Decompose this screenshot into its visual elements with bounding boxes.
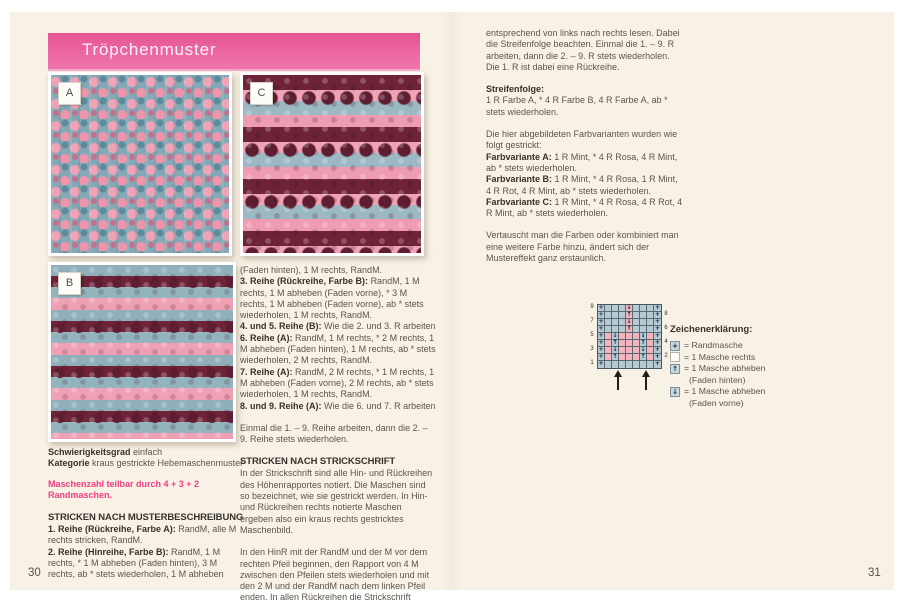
chart-row-numbers-right bbox=[663, 304, 669, 369]
chart-row-number: 4 bbox=[664, 339, 668, 345]
section-title-pattern-description: STRICKEN NACH MUSTERBESCHREIBUNG bbox=[48, 512, 244, 524]
row-text: RandM, alle M rechts stricken, RandM. bbox=[48, 524, 237, 546]
chart-cell: ↓ bbox=[626, 304, 632, 311]
swatch-photo-c bbox=[240, 72, 424, 256]
instruction-row-2 bbox=[48, 547, 244, 581]
instruction-row-7 bbox=[240, 367, 436, 401]
legend-title: Zeichenerklärung: bbox=[670, 324, 753, 335]
legend-item-randmasche bbox=[670, 340, 840, 352]
chart-cell bbox=[633, 347, 640, 354]
chart-cell: ↑ bbox=[612, 339, 618, 346]
right-column bbox=[486, 28, 683, 264]
slip-front-symbol: ↓ bbox=[670, 387, 680, 397]
chart-cell bbox=[633, 319, 640, 326]
chart-cell bbox=[633, 340, 640, 347]
chart-cell: + bbox=[654, 304, 661, 311]
chart-cell: + bbox=[654, 311, 661, 318]
meta-category bbox=[48, 458, 244, 469]
chart-cell: + bbox=[598, 325, 604, 332]
chart-cell bbox=[605, 333, 612, 340]
page-title: Tröpchenmuster bbox=[82, 40, 217, 59]
variants-intro: Die hier abgebildeten Farbvarianten wurden wie folgt gestrickt: bbox=[486, 129, 678, 151]
chart-cell: + bbox=[598, 304, 604, 311]
chart-row-number: 5 bbox=[590, 332, 594, 338]
chart-cell bbox=[619, 305, 626, 312]
chart-cell: ↑ bbox=[626, 311, 632, 318]
variant-b bbox=[486, 174, 683, 197]
chart-cell bbox=[605, 312, 612, 319]
chart-row-number: 7 bbox=[590, 318, 594, 324]
legend-item-slip-front bbox=[670, 386, 840, 398]
variant-text: 1 R Mint, * 4 R Rosa, 1 R Mint, 4 R Rot, 4 R Mint, ab * stets wiederholen. bbox=[486, 174, 678, 196]
chart-row-number: 8 bbox=[664, 311, 668, 317]
chart-cell bbox=[605, 361, 612, 368]
chart-cell bbox=[640, 361, 647, 368]
repeat-marker-arrow-right bbox=[645, 377, 647, 390]
instruction-continuation: (Faden hinten), 1 M rechts, RandM. bbox=[240, 265, 383, 275]
stripe-sequence-text: 1 R Farbe A, * 4 R Farbe B, 4 R Farbe A, ab * stets wiederholen. bbox=[486, 95, 668, 117]
chart-cell bbox=[619, 354, 626, 361]
row-label: 7. Reihe (A): bbox=[240, 366, 293, 377]
row-label: 4. und 5. Reihe (B): bbox=[240, 321, 322, 332]
chart-cell: + bbox=[598, 332, 604, 339]
chart-cell: ↑ bbox=[640, 353, 646, 360]
chart-cell: ↓ bbox=[612, 346, 618, 353]
chart-explanation-2: In den HinR mit der RandM und der M vor dem rechten Pfeil beginnen, den Rapport von 4 M zwischen den Pfeilen stets wiederholen und mit den 2 M und der RandM nach dem linken Pfeil enden. In allen Rückreihen die Strickschrift bbox=[240, 547, 430, 603]
row-label: 8. und 9. Reihe (A): bbox=[240, 400, 322, 411]
chart-cell bbox=[647, 312, 654, 319]
meta-category-value: kraus gestrickte Hebemaschenmuster bbox=[92, 458, 244, 469]
chart-cell bbox=[612, 305, 619, 312]
legend-text: = 1 Masche abheben bbox=[684, 363, 766, 373]
chart-cell bbox=[612, 319, 619, 326]
chart-cell bbox=[633, 354, 640, 361]
chart-cell bbox=[612, 361, 619, 368]
chart-row-number: 9 bbox=[590, 304, 594, 310]
chart-cell: + bbox=[654, 339, 661, 346]
chart-cell bbox=[647, 354, 654, 361]
legend-text: = 1 Masche rechts bbox=[684, 351, 756, 362]
swatch-label-b: B bbox=[58, 272, 81, 295]
chart-cell bbox=[619, 340, 626, 347]
closing-note: Vertauscht man die Farben oder kombiniert man eine weitere Farbe hinzu, ändert sich der Mustereffekt ganz erstaunlich. bbox=[486, 230, 679, 264]
legend-text: = 1 Masche abheben bbox=[684, 386, 766, 396]
chart-cell bbox=[647, 319, 654, 326]
chart-cell bbox=[633, 305, 640, 312]
legend-text: = Randmasche bbox=[684, 340, 743, 350]
middle-column bbox=[240, 265, 436, 604]
chart-cell bbox=[647, 340, 654, 347]
chart-cell bbox=[647, 347, 654, 354]
chart-row-number: 3 bbox=[590, 346, 594, 352]
chart-cell bbox=[647, 333, 654, 340]
chart-cell: + bbox=[598, 353, 604, 360]
chart-cell bbox=[626, 361, 633, 368]
chart-cell: ↑ bbox=[626, 325, 632, 332]
meta-difficulty-value: einfach bbox=[133, 447, 163, 457]
chart-cell bbox=[612, 312, 619, 319]
chart-cell bbox=[640, 312, 647, 319]
variant-a bbox=[486, 152, 683, 175]
chart-explanation-1: In der Strickschrift sind alle Hin- und Rückreihen des Höhenrapportes notiert. Die Maschen sind so bezeichnet, wie sie gestrickt werden. In Hin- und Rückreihen rechts notierte Maschen ergeben also ein kraus rechts gestricktes Maschenbild. bbox=[240, 468, 433, 535]
chart-cell bbox=[640, 305, 647, 312]
chart-cell: + bbox=[598, 346, 604, 353]
row-text: RandM, 1 M rechts, * 1 M abheben (Faden hinten), 3 M rechts, ab * stets wiederholen, 1 M abheben bbox=[48, 546, 224, 580]
chart-cell bbox=[633, 312, 640, 319]
repeat-marker-arrow-left bbox=[617, 377, 619, 390]
variant-c bbox=[486, 197, 683, 220]
variant-text: 1 R Mint, * 4 R Rosa, 4 R Mint, ab * stets wiederholen. bbox=[486, 151, 678, 173]
chart-cell: + bbox=[598, 360, 604, 367]
row-text: RandM, 1 M rechts, * 2 M rechts, 1 M abheben (Faden hinten), 1 M rechts, ab * stets wiederholen, 2 M rechts, RandM. bbox=[240, 332, 436, 366]
instruction-row-8-9 bbox=[240, 401, 436, 412]
book-spread bbox=[10, 12, 894, 603]
instruction-row-3 bbox=[240, 276, 436, 321]
chart-row-numbers-left bbox=[589, 304, 595, 369]
chart-cell bbox=[619, 361, 626, 368]
legend-text-continued: (Faden vorne) bbox=[689, 397, 744, 408]
section-title-chart-knitting: STRICKEN NACH STRICKSCHRIFT bbox=[240, 456, 396, 468]
knit-stitch-symbol bbox=[670, 352, 680, 362]
page-number-right: 31 bbox=[868, 567, 881, 579]
row-text: RandM, 2 M rechts, * 1 M rechts, 1 M abheben (Faden vorne), 2 M rechts, ab * stets wiederholen, 1 M rechts, RandM. bbox=[240, 366, 435, 400]
slip-back-symbol: ↑ bbox=[670, 364, 680, 374]
legend-text-continued: (Faden hinten) bbox=[689, 374, 746, 385]
variant-label: Farbvariante B: bbox=[486, 174, 553, 185]
chart-cell bbox=[619, 319, 626, 326]
swatch-photo-a bbox=[48, 72, 232, 256]
chart-cell: + bbox=[654, 353, 661, 360]
chart-cell: + bbox=[654, 346, 661, 353]
chart-cell: + bbox=[598, 311, 604, 318]
row-label: 2. Reihe (Hinreihe, Farbe B): bbox=[48, 546, 169, 557]
chart-cell bbox=[605, 319, 612, 326]
chart-cell: ↑ bbox=[640, 339, 646, 346]
legend-item-knit bbox=[670, 352, 840, 364]
swatch-label-c: C bbox=[250, 82, 273, 105]
chart-cell bbox=[647, 326, 654, 333]
row-label: 6. Reihe (A): bbox=[240, 332, 293, 343]
chart-row-number: 6 bbox=[664, 325, 668, 331]
chart-cell bbox=[619, 333, 626, 340]
chart-cell bbox=[647, 305, 654, 312]
chart-cell: + bbox=[654, 318, 661, 325]
chart-cell bbox=[619, 347, 626, 354]
chart-cell: ↓ bbox=[640, 346, 646, 353]
row-label: 3. Reihe (Rückreihe, Farbe B): bbox=[240, 276, 369, 287]
chart-cell bbox=[619, 326, 626, 333]
chart-cell: ↑ bbox=[612, 353, 618, 360]
chart-cell bbox=[605, 340, 612, 347]
page-gutter bbox=[442, 12, 462, 590]
repeat-note: Einmal die 1. – 9. Reihe arbeiten, dann die 2. – 9. Reihe stets wiederholen. bbox=[240, 422, 428, 445]
chart-grid bbox=[597, 304, 662, 369]
chart-cell: ↓ bbox=[640, 332, 646, 339]
chart-cell bbox=[626, 340, 633, 347]
left-column bbox=[48, 447, 244, 581]
instruction-row-4-5 bbox=[240, 321, 436, 332]
chart-cell: + bbox=[598, 318, 604, 325]
meta-difficulty-label: Schwierigkeitsgrad bbox=[48, 447, 131, 457]
variant-label: Farbvariante A: bbox=[486, 151, 552, 162]
meta-category-label: Kategorie bbox=[48, 458, 90, 469]
chart-cell bbox=[619, 312, 626, 319]
row-text: Wie die 6. und 7. R arbeiten bbox=[324, 400, 436, 411]
swatch-photo-b bbox=[48, 262, 236, 442]
chart-cell bbox=[626, 347, 633, 354]
chart-cell bbox=[647, 361, 654, 368]
chart-cell bbox=[640, 319, 647, 326]
legend-item-slip-back bbox=[670, 363, 840, 375]
chart-row-number: 1 bbox=[590, 360, 594, 366]
chart-explanation-3: entsprechend von links nach rechts lesen. Dabei die Streifenfolge beachten. Einmal die 1. – 9. R arbeiten, dann die 2. – 9. R stets wiederholen. Die 1. R ist dabei eine Rückreihe. bbox=[486, 28, 680, 72]
row-text: RandM, 1 M rechts, 1 M abheben (Faden vorne), * 3 M rechts, 1 M abheben (Faden vorne), ab * stets wiederholen, 1 M rechts, RandM. bbox=[240, 276, 424, 321]
chapter-banner bbox=[48, 33, 420, 71]
edge-stitch-symbol: + bbox=[670, 341, 680, 351]
chart-cell bbox=[605, 354, 612, 361]
chart-cell bbox=[605, 347, 612, 354]
chart-cell bbox=[626, 333, 633, 340]
variant-label: Farbvariante C: bbox=[486, 196, 553, 207]
variant-text: 1 R Mint, * 4 R Rosa, 4 R Rot, 4 R Mint, ab * stets wiederholen. bbox=[486, 196, 683, 219]
chart-cell bbox=[633, 326, 640, 333]
chart-cell: + bbox=[654, 332, 661, 339]
chart-cell: ↓ bbox=[626, 318, 632, 325]
chart-cell: + bbox=[598, 339, 604, 346]
chart-legend bbox=[670, 324, 840, 409]
instruction-row-1 bbox=[48, 524, 244, 547]
row-text: Wie die 2. und 3. R arbeiten bbox=[324, 321, 436, 332]
row-label: 1. Reihe (Rückreihe, Farbe A): bbox=[48, 524, 176, 535]
stripe-sequence-title bbox=[486, 84, 683, 95]
instruction-row-6 bbox=[240, 333, 436, 367]
chart-row-number: 2 bbox=[664, 353, 668, 359]
chart-cell bbox=[605, 326, 612, 333]
swatch-label-a: A bbox=[58, 82, 81, 105]
chart-cell bbox=[633, 361, 640, 368]
page-number-left: 30 bbox=[28, 567, 41, 579]
chart-cell: + bbox=[654, 360, 661, 367]
stripe-title-label: Streifenfolge: bbox=[486, 84, 545, 95]
meta-difficulty bbox=[48, 447, 244, 458]
chart-cell: ↓ bbox=[612, 332, 618, 339]
chart-cell bbox=[626, 354, 633, 361]
chart-cell bbox=[633, 333, 640, 340]
chart-cell bbox=[605, 305, 612, 312]
stitch-count-note: Maschenzahl teilbar durch 4 + 3 + 2 Randmaschen. bbox=[48, 478, 200, 500]
chart-cell: + bbox=[654, 325, 661, 332]
